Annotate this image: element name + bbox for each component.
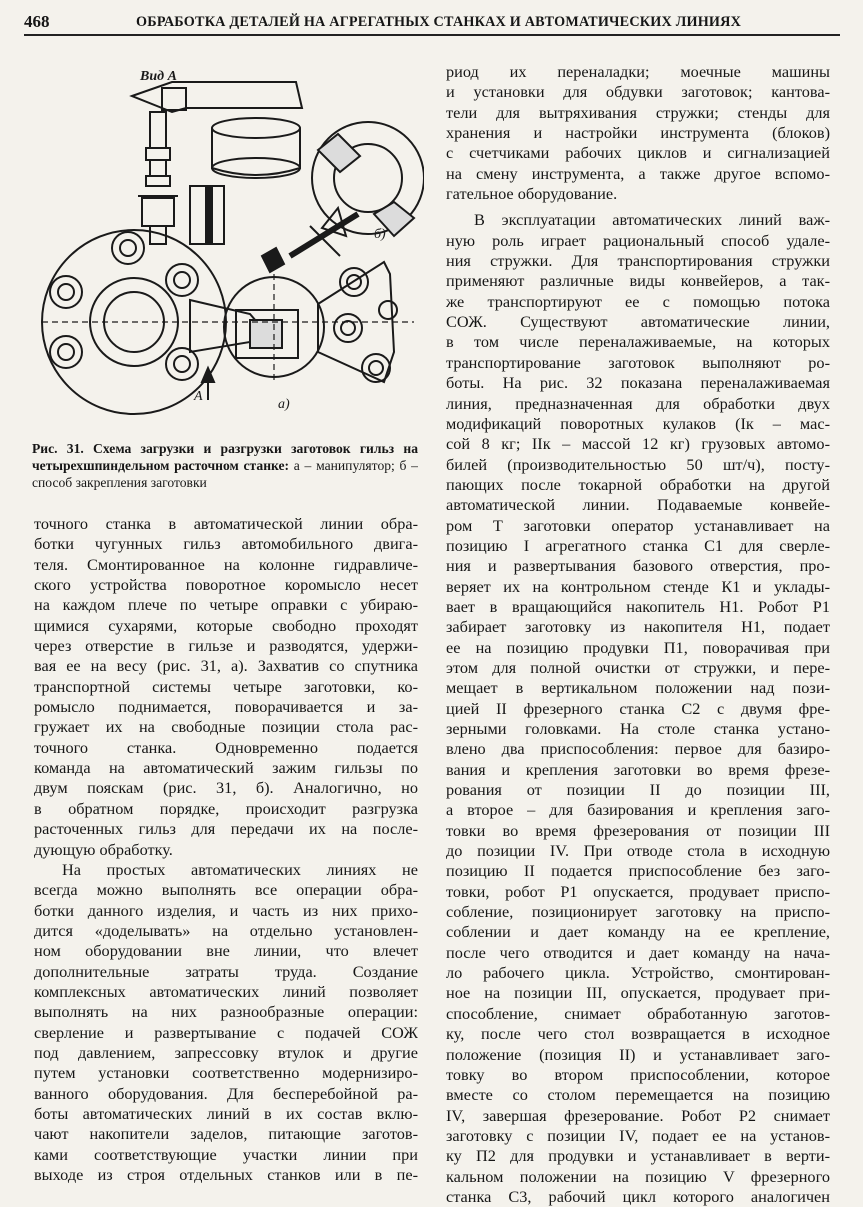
left-paragraph-2 — [34, 860, 418, 1186]
text-line: точного станка в автоматической линии обра- — [34, 514, 418, 533]
text-line: а второе – для базирования и крепления заго- — [446, 800, 830, 820]
text-line: линия, предназначенная для обработки двух — [446, 393, 830, 413]
text-line: теля. Смонтированное на колонне гидравличе- — [34, 554, 418, 574]
text-line: модификаций поворотных кулаков (Iк – мас- — [446, 413, 830, 433]
text-line: гружает их на свободные позиции стола рас- — [34, 717, 418, 737]
text-line: ном оборудовании вне линии, что влечет — [34, 941, 418, 961]
text-line: цией II фрезерного станка С2 с двумя фре- — [446, 698, 830, 718]
text-line: IV, завершая фрезерование. Робот Р2 снимает — [446, 1105, 830, 1125]
text-line: применяют различные виды конвейеров, а так- — [446, 271, 830, 291]
text-line: в том числе переналаживаемые, на которых — [446, 332, 830, 352]
text-line: веряет их на контрольном стенде К1 и уклады- — [446, 576, 830, 596]
text-line: ло рабочего цикла. Устройство, смонтирован- — [446, 963, 830, 983]
text-line: собление, позиционирует заготовку на приспо- — [446, 902, 830, 922]
left-paragraph-1 — [34, 514, 418, 860]
text-line: В эксплуатации автоматических линий важ- — [474, 210, 830, 230]
text-line: выполнять на них разнообразные операции: — [34, 1002, 418, 1022]
text-line: сверление и развертывание с подачей СОЖ — [34, 1022, 418, 1042]
text-line: двум пояскам (рис. 31, б). Аналогично, но — [34, 778, 418, 798]
text-line: позицию II подается приспособление без заго- — [446, 861, 830, 881]
left-column — [34, 514, 418, 1185]
text-line: ского устройства поворотное коромысло несет — [34, 575, 418, 595]
text-line: заготовку с позиции IV, подает ее на установ- — [446, 1125, 830, 1145]
figure-31-drawing — [22, 52, 424, 438]
text-line: транспортирование заготовок выполняют ро- — [446, 352, 830, 372]
text-line: с счетчиками рабочих циклов и сигнализацией — [446, 143, 830, 163]
text-line: вместе со столом перемещается на позицию — [446, 1085, 830, 1105]
view-label: Вид А — [140, 69, 177, 84]
text-line: транспортной системы четыре заготовки, ко- — [34, 676, 418, 696]
text-line: под давлением, запрессовку втулок и другие — [34, 1042, 418, 1062]
text-line: ром Т заготовки оператор устанавливает на — [446, 515, 830, 535]
sub-label-b: б) — [374, 227, 386, 242]
arrow-label: А — [194, 389, 203, 404]
text-line: способление, снимает обработанную заготов- — [446, 1003, 830, 1023]
right-paragraph-2 — [446, 210, 830, 1207]
text-line: ку П2 для продувки и устанавливает в верти- — [446, 1146, 830, 1166]
text-line: ния стружки. Для транспортирования стружки — [446, 251, 830, 271]
rocker-arm — [42, 262, 414, 382]
text-line: и установки для обдувки заготовок; кантова- — [446, 82, 830, 102]
page-header — [24, 10, 840, 36]
text-line: хранения и настройки инструмента (блоков) — [446, 123, 830, 143]
sleeve-clamp — [212, 118, 424, 272]
text-line: ку, после чего стол возвращается в исходное — [446, 1024, 830, 1044]
text-line: комплексных автоматических линий позволяет — [34, 981, 418, 1001]
text-line: на каждом плече по четыре оправки с убираю- — [34, 595, 418, 615]
text-line: На простых автоматических линиях не — [62, 859, 418, 879]
text-line: путем установки соответственно модернизиро- — [34, 1063, 418, 1083]
text-line: ками соответствующие участки линии при — [34, 1144, 418, 1164]
text-line: на смену инструмента, а также другое вспомо- — [446, 163, 830, 183]
running-title: ОБРАБОТКА ДЕТАЛЕЙ НА АГРЕГАТНЫХ СТАНКАХ И АВТОМАТИЧЕСКИХ ЛИНИЯХ — [136, 14, 742, 30]
text-line: боты. На рис. 32 показана переналаживаемая — [446, 373, 830, 393]
text-line: товки во время фрезерования от позиции III — [446, 820, 830, 840]
text-line: позицию I агрегатного станка С1 для сверле- — [446, 535, 830, 555]
text-line: расточенных гильз для передачи их на после- — [34, 819, 418, 839]
text-line: мещает в вертикальном положении над пози- — [446, 678, 830, 698]
text-line: через отверстие в гильзе и разводятся, удержи- — [34, 636, 418, 656]
text-line: рования от позиции II до позиции III, — [446, 780, 830, 800]
text-line: ную роль играет рациональный способ удале- — [446, 230, 830, 250]
page-number: 468 — [24, 12, 50, 31]
text-line: гательное оборудование. — [446, 184, 618, 204]
text-line: всегда можно выполнять все операции обра- — [34, 880, 418, 900]
text-line: выходе из строя отдельных станков или в пе- — [34, 1165, 418, 1184]
text-line: вая ее на весу (рис. 31, а). Захватив со спутника — [34, 656, 418, 676]
text-line: дополнительные затраты труда. Создание — [34, 961, 418, 981]
text-line: чают накопители заделов, питающие заготов- — [34, 1124, 418, 1144]
text-line: товки, робот Р1 опускается, продувает приспо- — [446, 881, 830, 901]
text-line: после чего отводится и дает команду на нача- — [446, 942, 830, 962]
text-line: билей (производительностью 50 шт/ч), посту- — [446, 454, 830, 474]
text-line: дующую обработку. — [34, 839, 173, 859]
text-line: товку во втором приспособлении, которое — [446, 1064, 830, 1084]
text-line: кальном положении на позицию V фрезерного — [446, 1166, 830, 1186]
text-line: вания и крепления заготовки во время фрезе- — [446, 759, 830, 779]
text-line: сой 8 кг; IIк – массой 12 кг) грузовых автомо- — [446, 434, 830, 454]
right-column — [446, 62, 830, 1207]
view-arrow — [202, 368, 214, 400]
header-rule — [24, 34, 840, 36]
text-line: же транспортируют ее с помощью потока — [446, 291, 830, 311]
text-line: этом для полной очистки от стружки, и пере- — [446, 657, 830, 677]
text-line: риод их переналадки; моечные машины — [446, 62, 830, 81]
text-line: команда на автоматический зажим гильзы по — [34, 758, 418, 778]
text-line: боты автоматических линий в их состав вклю- — [34, 1103, 418, 1123]
text-line: ния и развертывания базового отверстия, про- — [446, 556, 830, 576]
text-line: СОЖ. Существуют автоматические линии, — [446, 312, 830, 332]
text-line: влено два приспособления: первое для базиро- — [446, 739, 830, 759]
text-line: зерными головками. На столе станка устано- — [446, 719, 830, 738]
text-line: ванного оборудования. Для бесперебойной ра- — [34, 1083, 418, 1103]
text-line: ное на позиции III, опускается, продувает при- — [446, 983, 830, 1003]
text-line: станка С3, рабочий цикл которого аналогичен — [446, 1186, 830, 1206]
text-line: ее на позицию продувки П1, поворачивая при — [446, 637, 830, 657]
sub-label-a: а) — [278, 397, 290, 412]
text-line: ботки чугунных гильз автомобильного двига- — [34, 534, 418, 554]
text-line: автоматической линии. Подаваемые конвейе- — [446, 495, 830, 515]
caption-body: а – манипулятор; б – способ закрепления заготовки — [32, 458, 418, 490]
text-line: ромысло поднимается, поворачивается и за- — [34, 697, 418, 717]
text-line: в обратном порядке, происходит разгрузка — [34, 798, 418, 818]
text-line: соблении и дает команду на ее крепление, — [446, 922, 830, 942]
text-line: ботки данного изделия, и часть из них прихо- — [34, 900, 418, 920]
caption-title: Рис. 31. Схема загрузки и разгрузки заготовок гильз на четырехшпиндельном расточном станке: — [32, 441, 418, 473]
right-paragraph-1 — [446, 62, 830, 204]
text-line: до позиции IV. При отводе стола в исходную — [446, 841, 830, 861]
text-line: положение (позиция II) и устанавливает заго- — [446, 1044, 830, 1064]
text-line: дится «доделывать» на отдельно установлен- — [34, 920, 418, 940]
text-line: забирает заготовку из накопителя Н1, подает — [446, 617, 830, 637]
figure-caption — [32, 440, 418, 491]
figure-31 — [22, 52, 424, 438]
text-line: пающих после токарной обработки на другой — [446, 474, 830, 494]
text-line: точного станка. Одновременно подается — [34, 737, 418, 757]
text-line: щимися сухарями, которые свободно проходят — [34, 615, 418, 635]
text-line: вает в вращающийся накопитель Н1. Робот Р1 — [446, 596, 830, 616]
text-line: тели для вытряхивания стружки; стенды для — [446, 102, 830, 122]
